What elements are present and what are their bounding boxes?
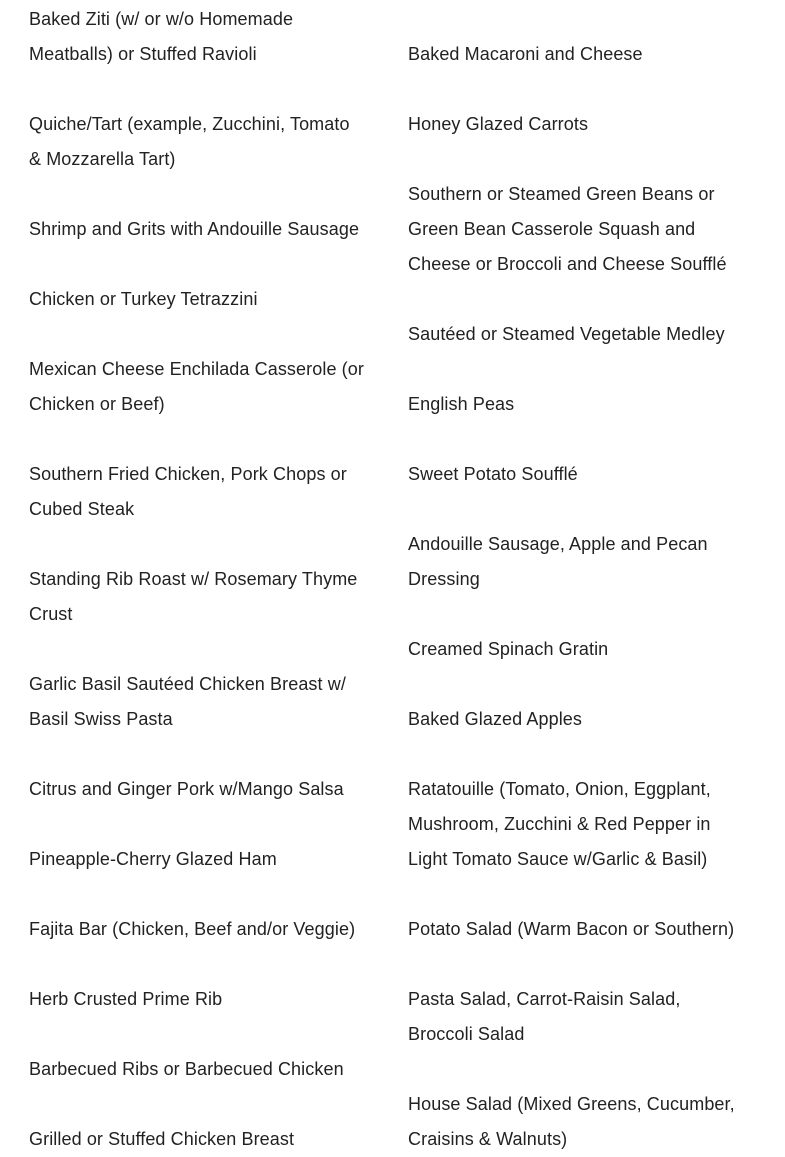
menu-item-line: Citrus and Ginger Pork w/Mango Salsa xyxy=(29,779,344,799)
menu-item-line: Honey Glazed Carrots xyxy=(408,114,589,134)
menu-item-prime-rib xyxy=(29,982,222,1017)
menu-item-pasta-salad xyxy=(408,982,680,1052)
menu-item-quiche-tart xyxy=(29,107,350,177)
menu-item-line: Herb Crusted Prime Rib xyxy=(29,989,223,1009)
menu-item-line: Craisins & Walnuts) xyxy=(408,1129,568,1149)
menu-item-line: Dressing xyxy=(408,569,480,589)
menu-item-line: Green Bean Casserole Squash and xyxy=(408,219,696,239)
menu-item-line: Ratatouille (Tomato, Onion, Eggplant, xyxy=(408,779,711,799)
menu-item-green-beans xyxy=(408,177,727,282)
menu-item-spinach-gratin xyxy=(408,632,608,667)
menu-item-line: Creamed Spinach Gratin xyxy=(408,639,609,659)
menu-item-line: Sweet Potato Soufflé xyxy=(408,464,578,484)
menu-item-line: Barbecued Ribs or Barbecued Chicken xyxy=(29,1059,344,1079)
menu-item-shrimp-grits xyxy=(29,212,359,247)
menu-item-line: Quiche/Tart (example, Zucchini, Tomato xyxy=(29,114,350,134)
menu-item-tetrazzini xyxy=(29,282,258,317)
menu-item-line: Pasta Salad, Carrot-Raisin Salad, xyxy=(408,989,681,1009)
menu-item-line: Chicken or Turkey Tetrazzini xyxy=(29,289,258,309)
menu-item-line: Baked Macaroni and Cheese xyxy=(408,44,643,64)
menu-item-potato-salad xyxy=(408,912,734,947)
menu-item-line: Basil Swiss Pasta xyxy=(29,709,173,729)
menu-item-line: Grilled or Stuffed Chicken Breast xyxy=(29,1129,295,1149)
menu-item-barbecued-ribs xyxy=(29,1052,344,1087)
menu-item-line: House Salad (Mixed Greens, Cucumber, xyxy=(408,1094,735,1114)
menu-item-fried-chicken xyxy=(29,457,347,527)
menu-item-line: Chicken or Beef) xyxy=(29,394,165,414)
menu-item-glazed-ham xyxy=(29,842,277,877)
menu-item-line: Shrimp and Grits with Andouille Sausage xyxy=(29,219,360,239)
menu-item-glazed-apples xyxy=(408,702,582,737)
menu-item-line: English Peas xyxy=(408,394,515,414)
menu-item-line: Sautéed or Steamed Vegetable Medley xyxy=(408,324,725,344)
menu-item-line: & Mozzarella Tart) xyxy=(29,149,176,169)
menu-item-dressing xyxy=(408,527,708,597)
menu-item-line: Cheese or Broccoli and Cheese Soufflé xyxy=(408,254,727,274)
menu-item-garlic-basil-chicken xyxy=(29,667,346,737)
menu-item-line: Mushroom, Zucchini & Red Pepper in xyxy=(408,814,711,834)
menu-item-line: Southern Fried Chicken, Pork Chops or xyxy=(29,464,347,484)
menu-item-line: Potato Salad (Warm Bacon or Southern) xyxy=(408,919,735,939)
menu-item-line: Baked Glazed Apples xyxy=(408,709,583,729)
menu-item-vegetable-medley xyxy=(408,317,725,352)
menu-item-line: Andouille Sausage, Apple and Pecan xyxy=(408,534,708,554)
menu-item-line: Broccoli Salad xyxy=(408,1024,525,1044)
menu-item-baked-ziti xyxy=(29,2,293,72)
menu-item-line: Cubed Steak xyxy=(29,499,135,519)
menu-item-line: Southern or Steamed Green Beans or xyxy=(408,184,715,204)
menu-item-ratatouille xyxy=(408,772,711,877)
menu-item-line: Garlic Basil Sautéed Chicken Breast w/ xyxy=(29,674,346,694)
menu-item-line: Standing Rib Roast w/ Rosemary Thyme xyxy=(29,569,358,589)
menu-item-fajita-bar xyxy=(29,912,355,947)
menu-item-line: Crust xyxy=(29,604,73,624)
menu-item-line: Mexican Cheese Enchilada Casserole (or xyxy=(29,359,364,379)
menu-item-glazed-carrots xyxy=(408,107,588,142)
menu-item-english-peas xyxy=(408,387,514,422)
menu-item-house-salad xyxy=(408,1087,735,1157)
menu-item-line: Baked Ziti (w/ or w/o Homemade xyxy=(29,9,294,29)
menu-item-line: Fajita Bar (Chicken, Beef and/or Veggie) xyxy=(29,919,356,939)
menu-item-line: Meatballs) or Stuffed Ravioli xyxy=(29,44,257,64)
menu-item-mac-and-cheese xyxy=(408,37,643,72)
menu-item-citrus-ginger-pork xyxy=(29,772,344,807)
menu-item-sweet-potato-souffle xyxy=(408,457,578,492)
menu-item-line: Light Tomato Sauce w/Garlic & Basil) xyxy=(408,849,708,869)
menu-item-enchilada-casserole xyxy=(29,352,364,422)
menu-item-rib-roast xyxy=(29,562,357,632)
menu-item-chicken-breast xyxy=(29,1122,294,1157)
menu-item-line: Pineapple-Cherry Glazed Ham xyxy=(29,849,277,869)
